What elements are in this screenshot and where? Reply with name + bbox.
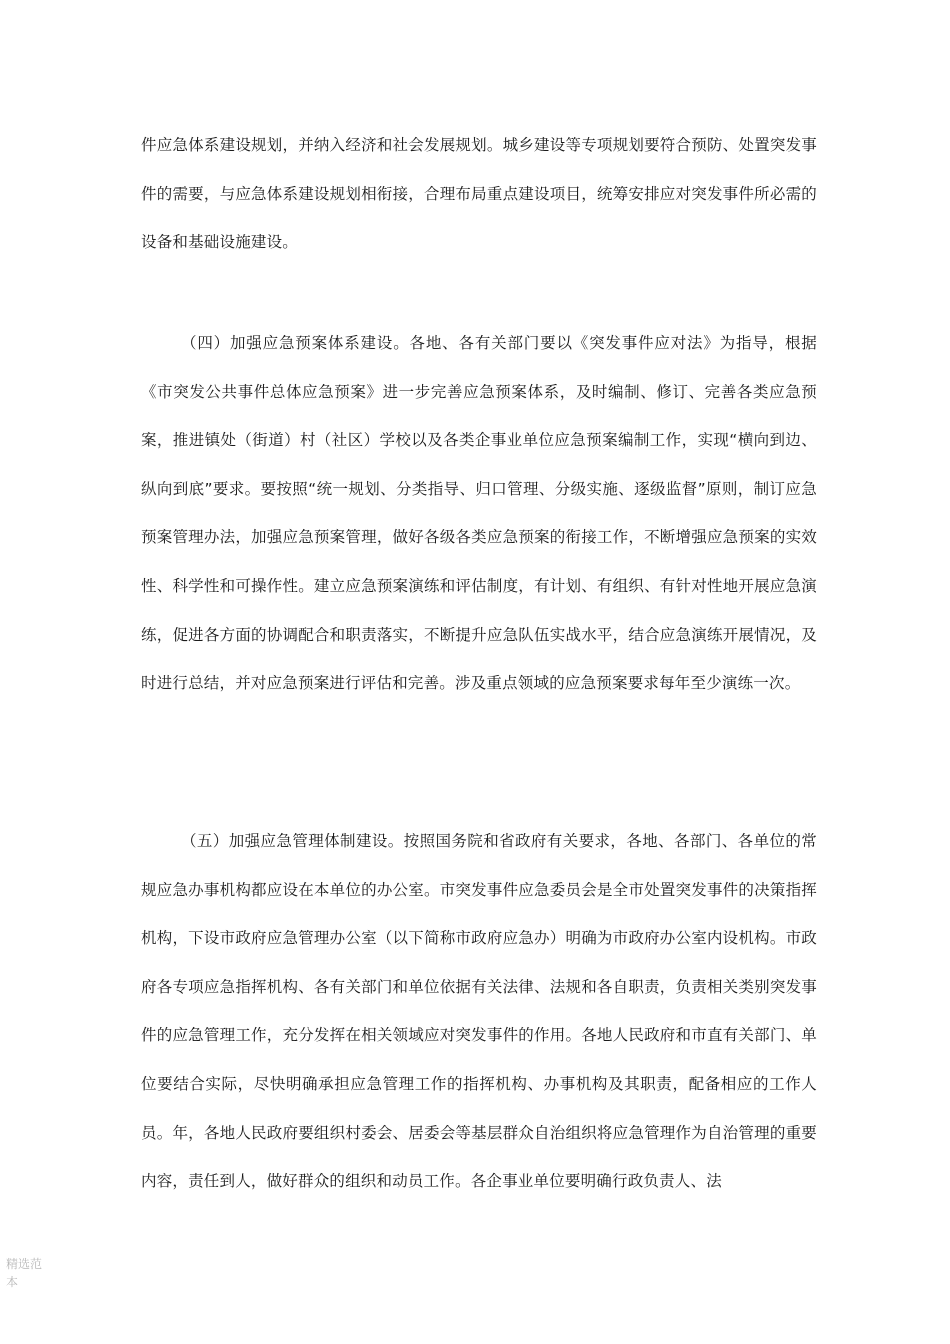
paragraph-section-4: （四）加强应急预案体系建设。各地、各有关部门要以《突发事件应对法》为指导，根据《市突发公共事件总体应急预案》进一步完善应急预案体系，及时编制、修订、完善各类应急预案，推进镇处（街道）村（社区）学校以及各类企事业单位应急预案编制工作，实现“横向到边、纵向到底”要求。要按照“统一规划、分类指导、归口管理、分级实施、逐级监督”原则，制订应急预案管理办法，加强应急预案管理，做好各级各类应急预案的衔接工作，不断增强应急预案的实效性、科学性和可操作性。建立应急预案演练和评估制度，有计划、有组织、有针对性地开展应急演练，促进各方面的协调配合和职责落实，不断提升应急队伍实战水平，结合应急演练开展情况，及时进行总结，并对应急预案进行评估和完善。涉及重点领域的应急预案要求每年至少演练一次。 bbox=[141, 334, 817, 693]
paragraph-section-5: （五）加强应急管理体制建设。按照国务院和省政府有关要求，各地、各部门、各单位的常规应急办事机构都应设在本单位的办公室。市突发事件应急委员会是全市处置突发事件的决策指挥机构，下设市政府应急管理办公室（以下简称市政府应急办）明确为市政府办公室内设机构。市政府各专项应急指挥机构、各有关部门和单位依据有关法律、法规和各自职责，负责相关类别突发事件的应急管理工作，充分发挥在相关领域应对突发事件的作用。各地人民政府和市直有关部门、单位要结合实际，尽快明确承担应急管理工作的指挥机构、办事机构及其职责，配备相应的工作人员。年，各地人民政府要组织村委会、居委会等基层群众自治组织将应急管理作为自治管理的重要内容，责任到人，做好群众的组织和动员工作。各企事业单位要明确行政负责人、法 bbox=[141, 832, 817, 1191]
watermark-text: 精选范本 bbox=[6, 1257, 43, 1289]
paragraph-continuation: 件应急体系建设规划，并纳入经济和社会发展规划。城乡建设等专项规划要符合预防、处置突发事件的需要，与应急体系建设规划相衔接，合理布局重点建设项目，统筹安排应对突发事件所必需的设备和基础设施建设。 bbox=[141, 136, 817, 252]
